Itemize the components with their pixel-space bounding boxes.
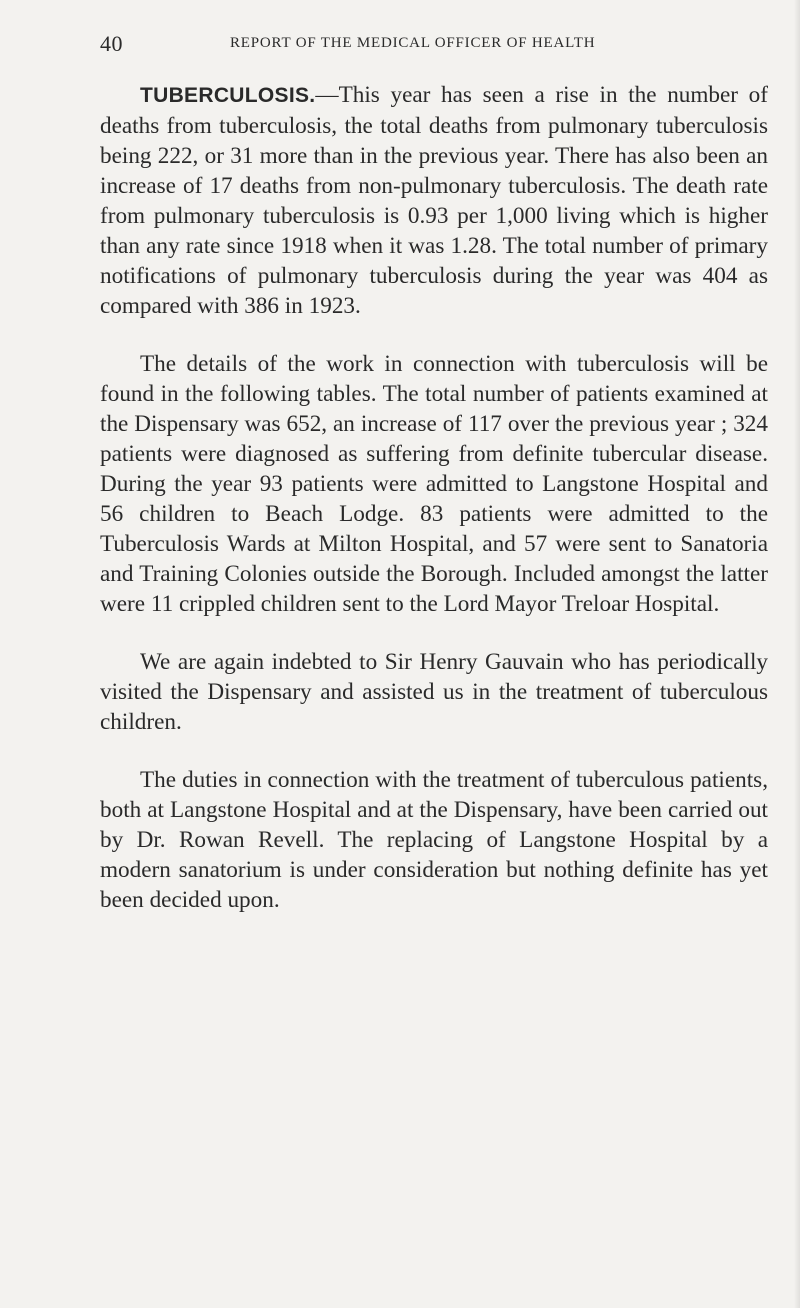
body-text bbox=[100, 80, 768, 943]
paragraph-1 bbox=[100, 80, 768, 321]
paragraph-3: We are again indebted to Sir Henry Gauvain who has periodically visited the Dispensary and assisted us in the treatment of tuberculous children. bbox=[100, 649, 768, 735]
section-heading: TUBERCULOSIS. bbox=[140, 84, 316, 107]
paragraph-1-text: —This year has seen a rise in the number of deaths from tuberculosis, the total deaths from pulmonary tuberculosis being 222, or 31 more than in the previous year. There has also been an increase of 17 deaths from non-pulmonary tuberculosis. The death rate from pulmonary tuberculosis is 0.93 per 1,000 living which is higher than any rate since 1918 when it was 1.28. The total number of primary notifications of pulmonary tuberculosis during the year was 404 as compared with 386 in 1923. bbox=[100, 82, 768, 319]
running-head: REPORT OF THE MEDICAL OFFICER OF HEALTH bbox=[230, 35, 596, 51]
page-edge-shadow bbox=[794, 0, 800, 1308]
paragraph-2: The details of the work in connection with tuberculosis will be found in the following tables. The total number of patients examined at the Dispensary was 652, an increase of 117 over the previous year ; 324 patients were diagnosed as suffering from definite tubercular disease. During the year 93 patients were admitted to Langstone Hospital and 56 children to Beach Lodge. 83 patients were admitted to the Tuberculosis Wards at Milton Hospital, and 57 were sent to Sanatoria and Training Colonies outside the Borough. Included amongst the latter were 11 crippled children sent to the Lord Mayor Treloar Hospital. bbox=[100, 351, 768, 617]
page-number: 40 bbox=[100, 31, 123, 56]
paragraph-4: The duties in connection with the treatment of tuberculous patients, both at Langstone Hospital and at the Dispensary, have been carried out by Dr. Rowan Revell. The replacing of Langstone Hospital by a modern sanatorium is under consideration but nothing definite has yet been decided upon. bbox=[100, 767, 768, 913]
